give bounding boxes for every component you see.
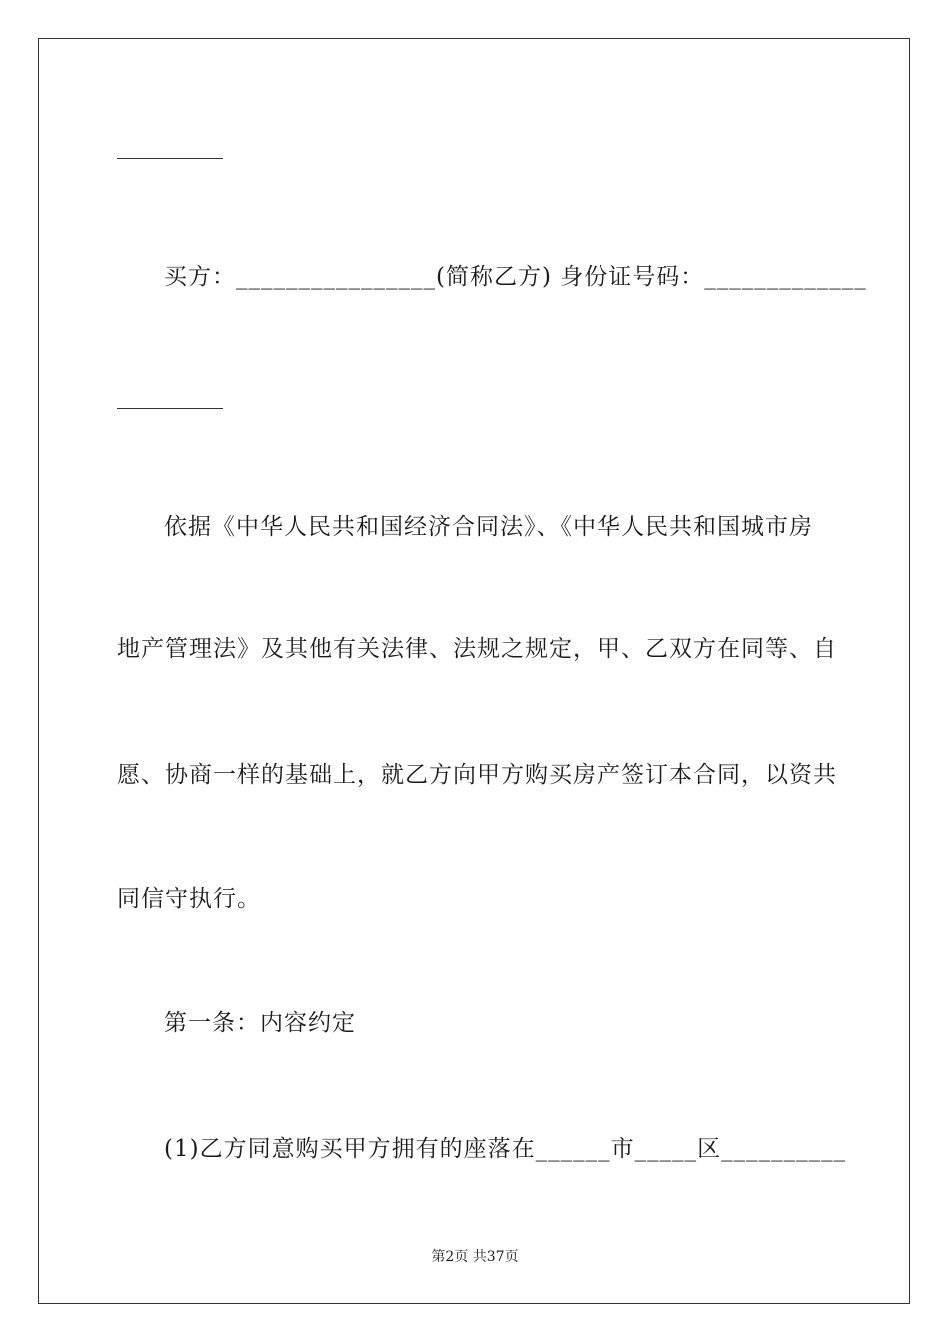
paragraph-line-3: 愿、协商一样的基础上，就乙方向甲方购买房产签订本合同，以资共: [117, 762, 837, 788]
paragraph-line-1: 依据《中华人民共和国经济合同法》、《中华人民共和国城市房: [164, 514, 813, 540]
page-footer: 第2页 共37页: [431, 1249, 519, 1265]
paragraph-line-2: 地产管理法》及其他有关法律、法规之规定，甲、乙双方在同等、自: [117, 636, 837, 662]
paragraph-line-4: 同信守执行。: [117, 886, 261, 912]
article-item-1: (1)乙方同意购买甲方拥有的座落在______市_____区__________: [164, 1136, 847, 1162]
blank-underline-id: [117, 408, 223, 409]
buyer-line: 买方：________________(简称乙方) 身份证号码：_____________: [164, 264, 867, 290]
blank-underline-top: [117, 158, 223, 159]
article-title: 第一条：内容约定: [164, 1010, 356, 1036]
page-border: [38, 38, 910, 1304]
